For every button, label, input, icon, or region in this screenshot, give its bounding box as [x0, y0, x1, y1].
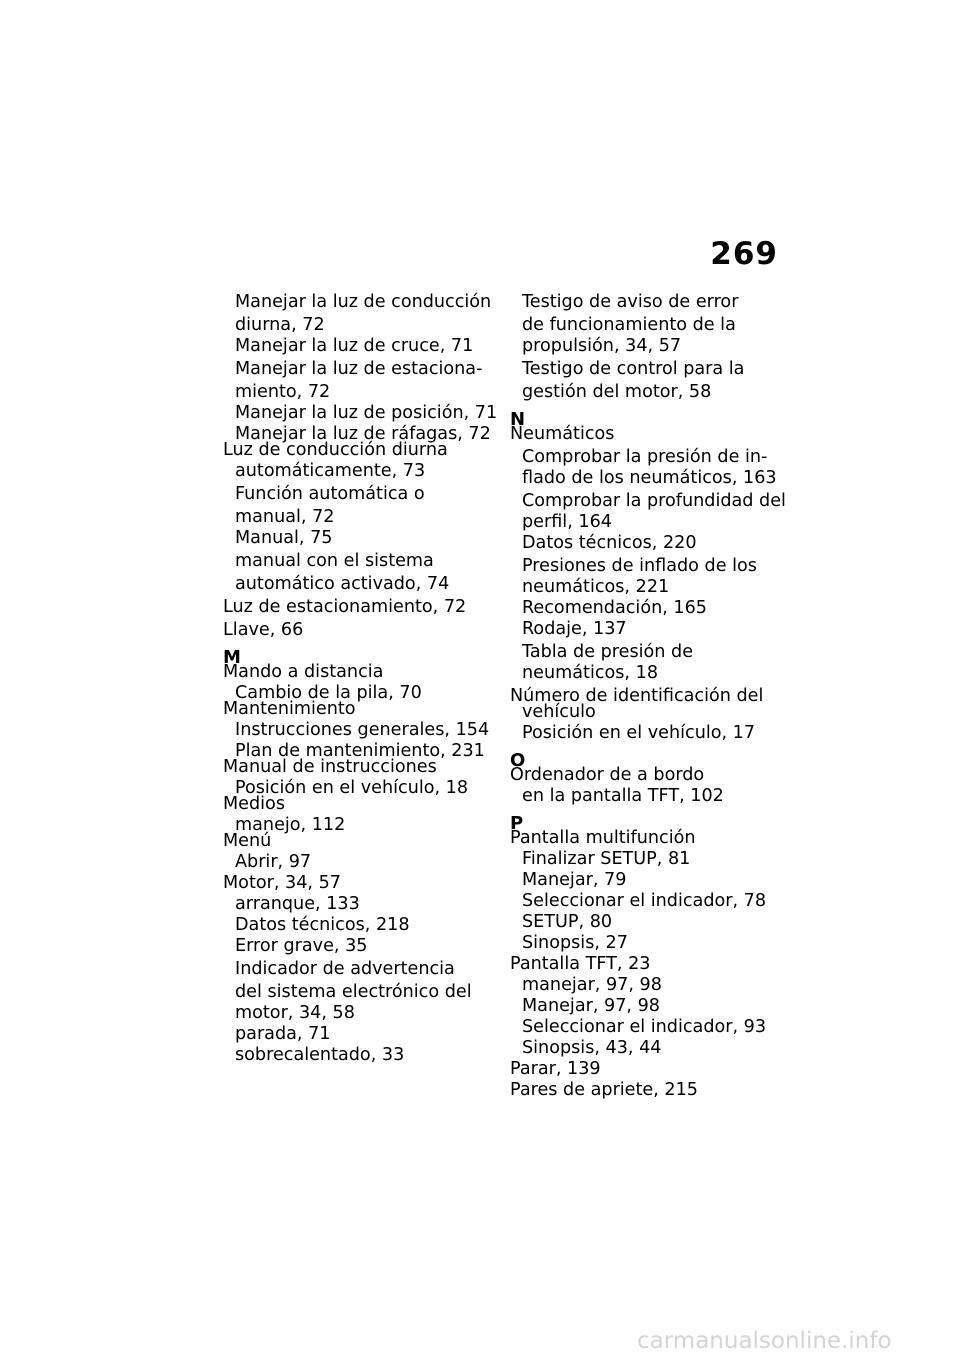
index-subentry: manejar, 97, 98 [522, 975, 662, 995]
index-subentry: propulsión, 34, 57 [522, 336, 682, 356]
index-subentry: neumáticos, 18 [522, 663, 659, 683]
index-subentry: Abrir, 97 [235, 852, 312, 872]
index-subentry: vehículo [522, 702, 596, 722]
index-entry: Pantalla TFT, 23 [510, 954, 651, 974]
index-subentry: Datos técnicos, 220 [522, 533, 697, 553]
index-section-letter: M [223, 647, 241, 668]
index-entry: Medios [223, 794, 285, 814]
index-subentry: diurna, 72 [235, 315, 325, 335]
index-entry: Parar, 139 [510, 1059, 601, 1079]
index-subentry: sobrecalentado, 33 [235, 1045, 405, 1065]
index-column-right [510, 292, 785, 1101]
index-subentry: flado de los neumáticos, 163 [522, 468, 777, 488]
index-subentry: Manejar, 97, 98 [522, 996, 660, 1016]
index-entry: Mando a distancia [223, 662, 384, 682]
index-entry: Luz de conducción diurna [223, 440, 448, 460]
index-entry: Mantenimiento [223, 699, 356, 719]
index-subentry: Sinopsis, 43, 44 [522, 1038, 662, 1058]
index-entry: Número de identificación del [510, 686, 764, 706]
index-subentry: en la pantalla TFT, 102 [522, 786, 724, 806]
index-subentry: manual con el sistema [235, 551, 434, 571]
index-subentry: manejo, 112 [235, 815, 346, 835]
index-entry: Ordenador de a bordo [510, 765, 705, 785]
index-subentry: Presiones de inflado de los [522, 556, 757, 576]
index-entry: Neumáticos [510, 424, 615, 444]
index-subentry: gestión del motor, 58 [522, 382, 712, 402]
index-section-letter: O [510, 750, 526, 771]
index-subentry: del sistema electrónico del [235, 982, 472, 1002]
index-subentry: motor, 34, 58 [235, 1003, 355, 1023]
index-subentry: Testigo de aviso de error [522, 292, 739, 312]
index-subentry: parada, 71 [235, 1024, 331, 1044]
index-subentry: Comprobar la presión de in- [522, 447, 768, 467]
index-subentry: Datos técnicos, 218 [235, 915, 410, 935]
index-subentry: Posición en el vehículo, 18 [235, 778, 469, 798]
index-entry: Menú [223, 831, 272, 851]
index-column-left [223, 292, 498, 1066]
index-subentry: Tabla de presión de [522, 642, 694, 662]
index-section-letter: N [510, 409, 526, 430]
index-subentry: Función automática o [235, 484, 425, 504]
index-subentry: Testigo de control para la [522, 359, 745, 379]
index-subentry: Cambio de la pila, 70 [235, 683, 422, 703]
watermark-text: carmanualsonline.info [637, 1328, 892, 1354]
index-subentry: SETUP, 80 [522, 912, 613, 932]
index-subentry: Comprobar la profundidad del [522, 491, 786, 511]
index-subentry: automáticamente, 73 [235, 461, 426, 481]
index-subentry: Manejar la luz de posición, 71 [235, 403, 498, 423]
index-entry: Llave, 66 [223, 620, 304, 640]
index-subentry: neumáticos, 221 [522, 577, 670, 597]
index-subentry: miento, 72 [235, 382, 331, 402]
index-subentry: Seleccionar el indicador, 78 [522, 891, 767, 911]
index-entry: Pantalla multifunción [510, 828, 696, 848]
index-subentry: Manual, 75 [235, 528, 333, 548]
index-subentry: Manejar la luz de estaciona- [235, 359, 483, 379]
index-subentry: Plan de mantenimiento, 231 [235, 741, 485, 761]
index-entry: Motor, 34, 57 [223, 873, 341, 893]
index-entry: Manual de instrucciones [223, 757, 437, 777]
index-subentry: Recomendación, 165 [522, 598, 708, 618]
page-number: 269 [710, 236, 778, 272]
index-subentry: automático activado, 74 [235, 574, 450, 594]
index-subentry: Manejar la luz de ráfagas, 72 [235, 424, 491, 444]
index-subentry: Manejar la luz de cruce, 71 [235, 336, 474, 356]
index-subentry: Posición en el vehículo, 17 [522, 723, 756, 743]
index-subentry: Instrucciones generales, 154 [235, 720, 490, 740]
index-subentry: Sinopsis, 27 [522, 933, 628, 953]
index-subentry: Seleccionar el indicador, 93 [522, 1017, 767, 1037]
index-subentry: Manejar la luz de conducción [235, 292, 492, 312]
index-subentry: Manejar, 79 [522, 870, 627, 890]
index-entry: Pares de apriete, 215 [510, 1080, 698, 1100]
index-subentry: manual, 72 [235, 507, 335, 527]
index-entry: Luz de estacionamiento, 72 [223, 597, 467, 617]
index-subentry: Indicador de advertencia [235, 959, 455, 979]
index-subentry: arranque, 133 [235, 894, 360, 914]
index-section-letter: P [510, 813, 524, 834]
index-subentry: Error grave, 35 [235, 936, 368, 956]
index-subentry: Rodaje, 137 [522, 619, 627, 639]
index-subentry: perfil, 164 [522, 512, 612, 532]
index-subentry: de funcionamiento de la [522, 315, 736, 335]
index-subentry: Finalizar SETUP, 81 [522, 849, 691, 869]
